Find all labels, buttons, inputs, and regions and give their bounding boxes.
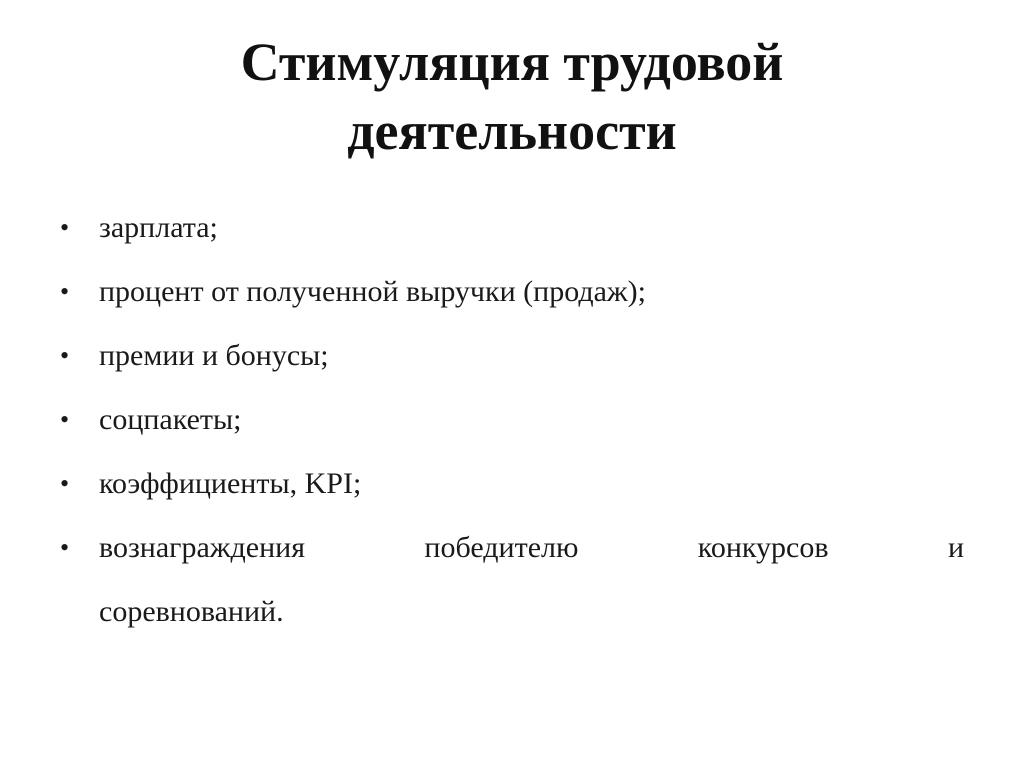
- bullet-icon: •: [60, 533, 70, 562]
- list-item-text-line-2: соревнований.: [99, 595, 284, 628]
- bullet-list: [60, 196, 964, 644]
- bullet-icon: •: [60, 277, 70, 306]
- list-item-last: [60, 516, 964, 644]
- bullet-icon: •: [60, 213, 70, 242]
- list-item-text: зарплата;: [99, 211, 218, 244]
- list-item-text: премии и бонусы;: [99, 339, 329, 372]
- bullet-icon: •: [60, 341, 70, 370]
- list-item: [60, 196, 964, 260]
- bullet-icon: •: [60, 469, 70, 498]
- slide-title-line-2: деятельности: [347, 101, 677, 161]
- list-item-text: коэффициенты, KPI;: [99, 467, 362, 500]
- bullet-icon: •: [60, 405, 70, 434]
- list-item: [60, 452, 964, 516]
- list-item: [60, 260, 964, 324]
- list-item-text: процент от полученной выручки (продаж);: [99, 275, 646, 308]
- slide-title: [0, 28, 1024, 166]
- list-item: [60, 388, 964, 452]
- slide-title-line-1: Стимуляция трудовой: [240, 32, 784, 92]
- list-item-text-line-1: вознаграждения победителю конкурсов и: [99, 531, 964, 564]
- list-item: [60, 324, 964, 388]
- list-item-text: соцпакеты;: [99, 403, 242, 436]
